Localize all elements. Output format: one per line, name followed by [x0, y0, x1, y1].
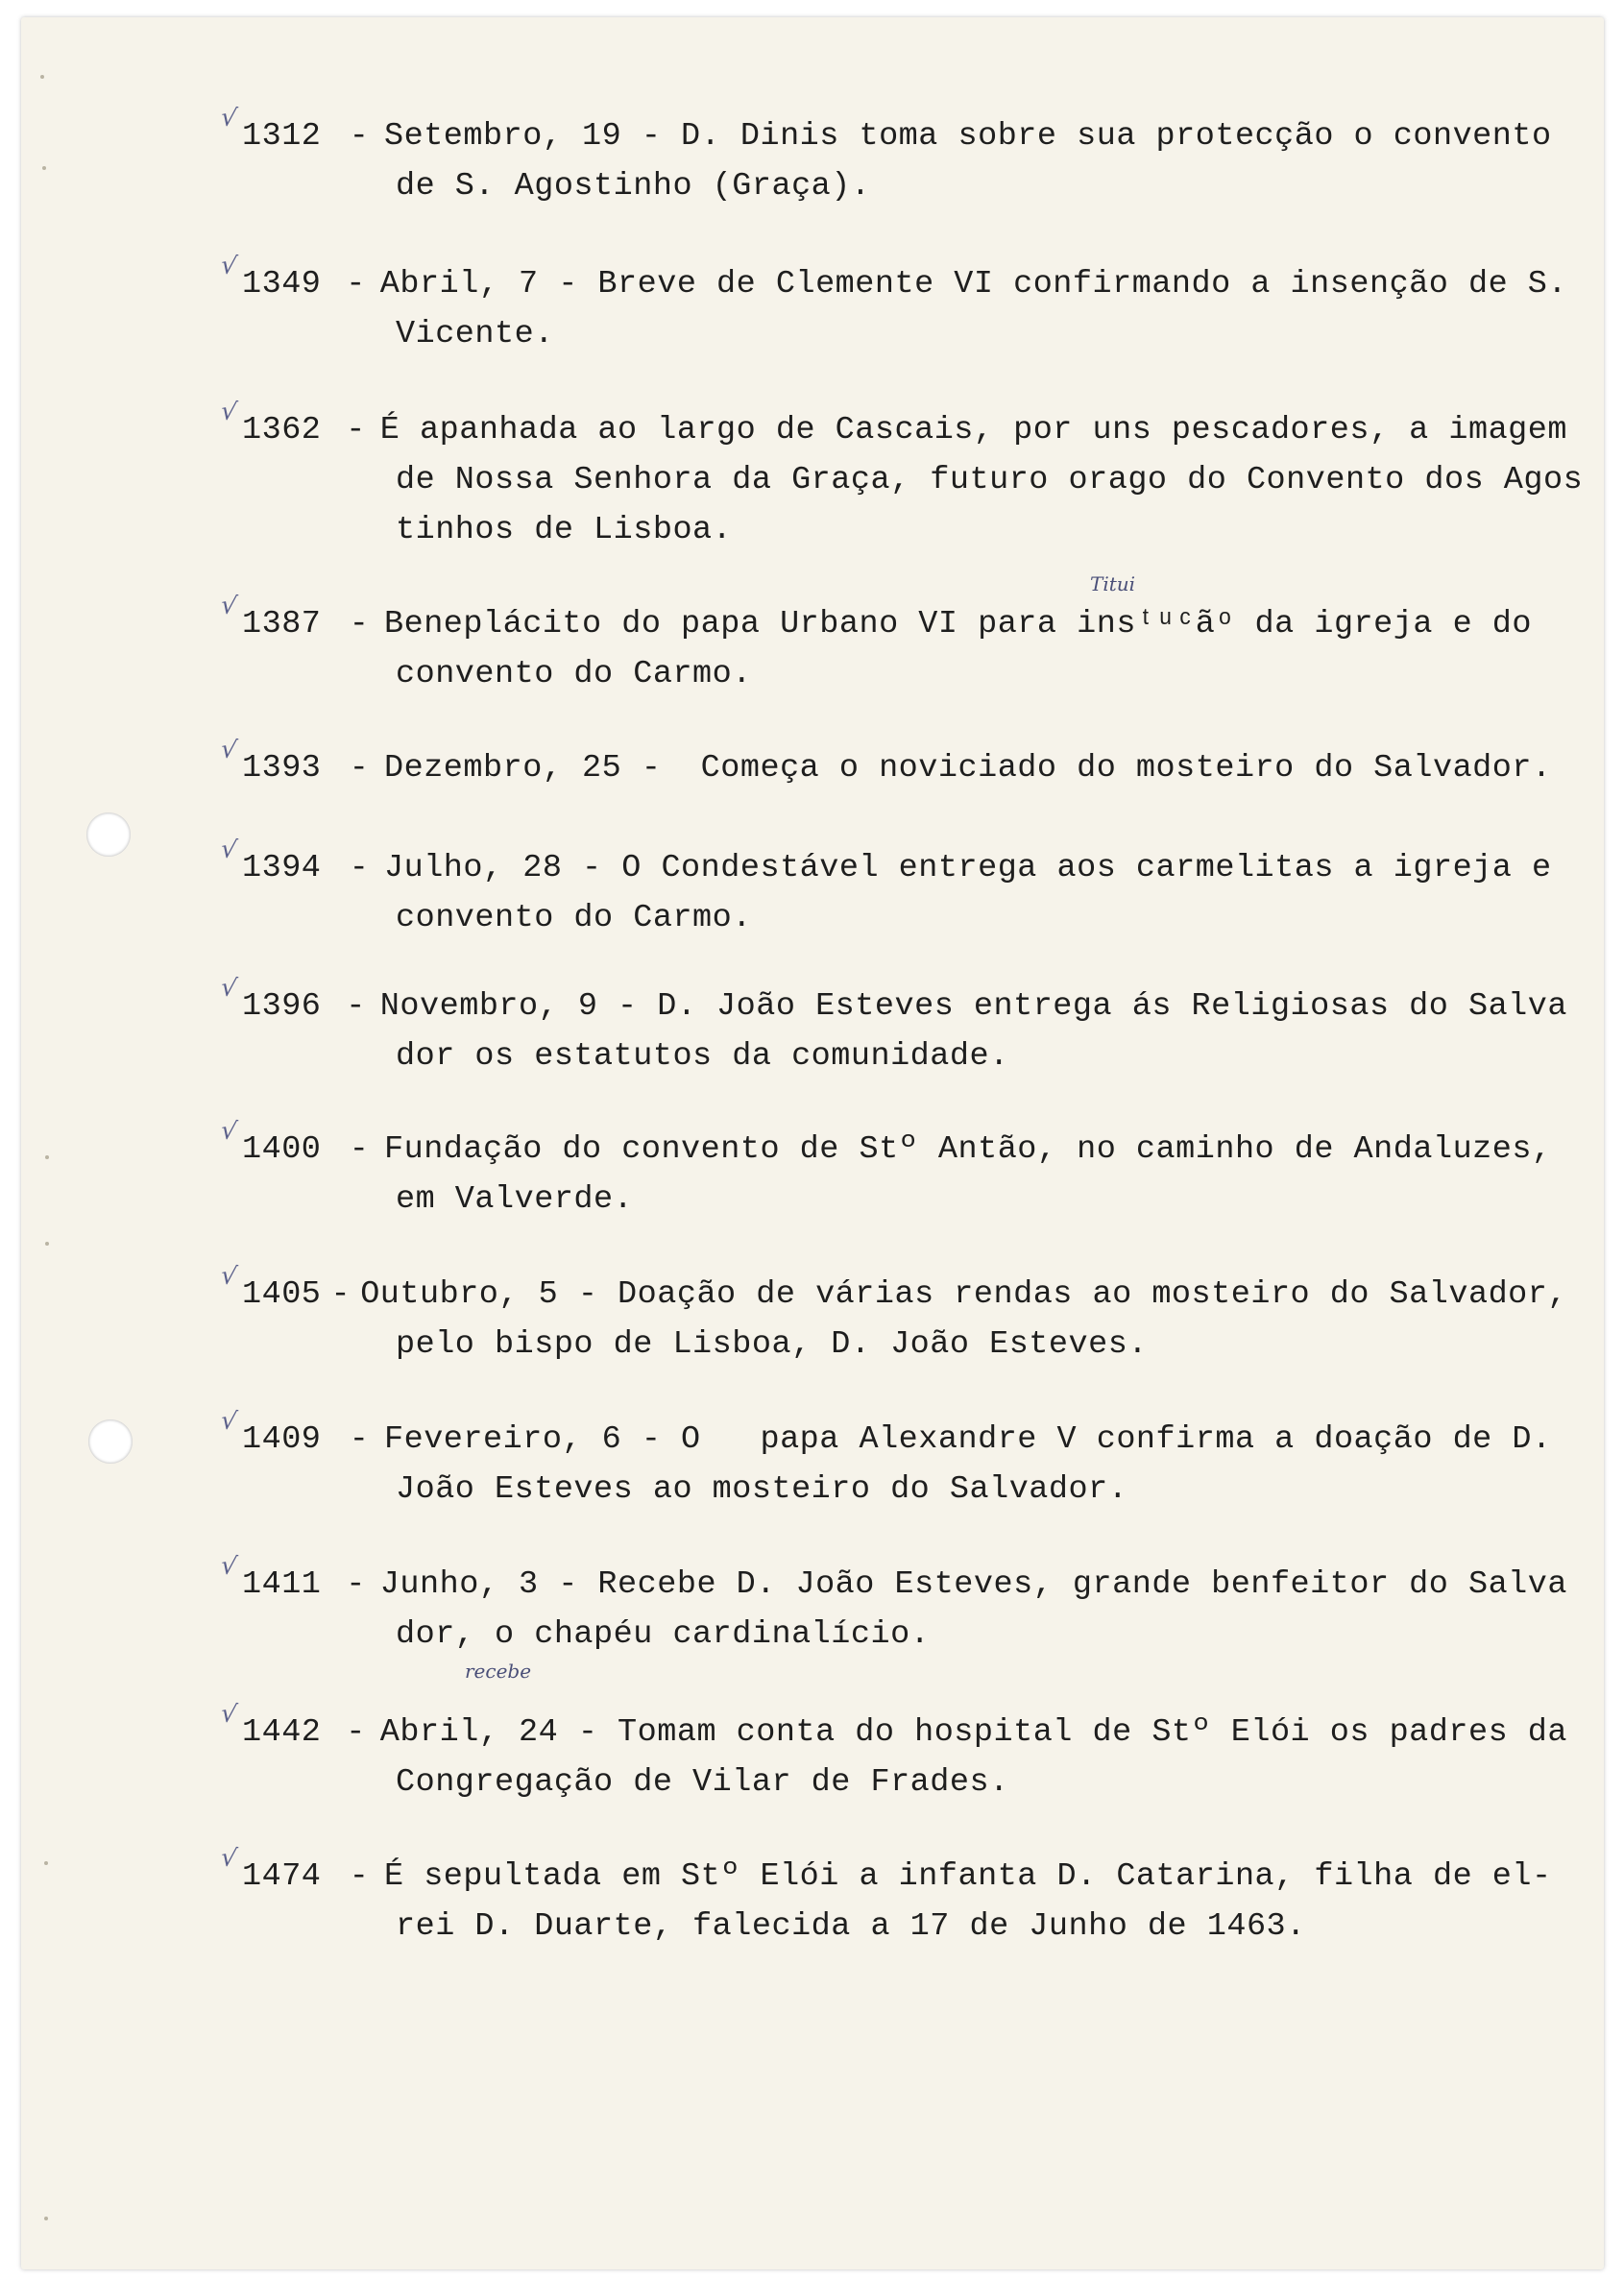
entry-continuation-line: Congregação de Vilar de Frades.: [396, 1764, 1009, 1801]
entry-continuation-line: rei D. Duarte, falecida a 17 de Junho de 1463.: [396, 1908, 1306, 1945]
entry-year: 1312: [242, 118, 322, 155]
entry-text: Fundação do convento de Stº Antão, no caminho de Andaluzes,: [384, 1131, 1552, 1168]
checkmark-icon: √: [218, 1260, 239, 1293]
entry-first-line: [242, 1415, 1567, 1465]
paper-speck: [45, 1242, 49, 1246]
checkmark-icon: √: [218, 1698, 239, 1731]
entry-text: Fevereiro, 6 - O papa Alexandre V confirma a doação de D.: [384, 1421, 1552, 1458]
entry-continuation-line: de Nossa Senhora da Graça, futuro orago do Convento dos Agos: [396, 462, 1584, 498]
entry-separator: -: [349, 750, 370, 787]
entry-continuation-line: dor os estatutos da comunidade.: [396, 1038, 1009, 1075]
chronology-entry: [218, 1260, 1567, 1370]
entry-first-line: [242, 1270, 1567, 1320]
checkmark-icon: √: [218, 734, 239, 766]
chronology-entry: [218, 1405, 1567, 1515]
entry-separator: -: [349, 850, 370, 886]
entry-text: Outubro, 5 - Doação de várias rendas ao mosteiro do Salvador,: [360, 1276, 1567, 1313]
paper-speck: [45, 1155, 49, 1159]
entry-continuation-line: em Valverde.: [396, 1181, 634, 1218]
checkmark-icon: √: [218, 972, 239, 1005]
entry-separator: -: [346, 1566, 366, 1603]
checkmark-icon: √: [218, 102, 239, 134]
entry-year: 1394: [242, 850, 322, 886]
chronology-entry: [218, 972, 1567, 1081]
checkmark-icon: √: [218, 396, 239, 428]
entry-first-line: [242, 1560, 1567, 1610]
punch-hole-upper: [86, 812, 131, 857]
entry-first-line: [242, 259, 1567, 309]
paper-speck: [42, 166, 46, 170]
entry-text: Beneplácito do papa Urbano VI para insᵗᵘᶜãᵒ da igreja e do: [384, 606, 1532, 642]
entry-year: 1393: [242, 750, 322, 787]
entry-continuation-line: Vicente.: [396, 316, 554, 352]
chronology-entry: [218, 1115, 1567, 1224]
entry-continuation-line: de S. Agostinho (Graça).: [396, 168, 871, 205]
entry-text: Novembro, 9 - D. João Esteves entrega ás Religiosas do Salva: [379, 988, 1567, 1025]
entry-year: 1405: [242, 1276, 322, 1313]
entry-separator: -: [349, 1131, 370, 1168]
entry-text: Julho, 28 - O Condestável entrega aos carmelitas a igreja e: [384, 850, 1552, 886]
entry-text: É apanhada ao largo de Cascais, por uns pescadores, a imagem: [379, 412, 1567, 449]
handwritten-note-titui: Titui: [1090, 572, 1136, 595]
entry-first-line: [242, 405, 1567, 455]
entry-continuation-line: convento do Carmo.: [396, 900, 752, 936]
entry-continuation-line: dor, o chapéu cardinalício.: [396, 1616, 931, 1653]
entry-year: 1400: [242, 1131, 322, 1168]
chronology-entry: [218, 396, 1584, 555]
chronology-entry: [218, 102, 1567, 211]
paper-speck: [44, 1861, 48, 1865]
entry-year: 1411: [242, 1566, 322, 1603]
entry-first-line: [242, 1708, 1567, 1758]
chronology-entry: [218, 1698, 1567, 1807]
entry-text: Junho, 3 - Recebe D. João Esteves, grande benfeitor do Salva: [379, 1566, 1567, 1603]
entry-text: Abril, 24 - Tomam conta do hospital de Stº Elói os padres da: [379, 1714, 1567, 1751]
entry-first-line: [242, 1125, 1567, 1175]
entry-text: Abril, 7 - Breve de Clemente VI confirmando a insenção de S.: [379, 266, 1567, 303]
entry-first-line: [242, 599, 1567, 649]
entry-continuation-line: João Esteves ao mosteiro do Salvador.: [396, 1471, 1128, 1508]
entry-year: 1474: [242, 1858, 322, 1895]
chronology-entry: [218, 590, 1567, 699]
checkmark-icon: √: [218, 1550, 239, 1583]
chronology-entry: [218, 834, 1567, 943]
entry-first-line: [242, 843, 1567, 893]
chronology-entry: [218, 734, 1567, 793]
entry-first-line: [242, 982, 1567, 1031]
entry-first-line: [242, 1852, 1567, 1902]
entry-year: 1442: [242, 1714, 322, 1751]
checkmark-icon: √: [218, 1405, 239, 1438]
paper-speck: [44, 2217, 48, 2220]
entry-separator: -: [330, 1276, 351, 1313]
entry-text: Dezembro, 25 - Começa o noviciado do mosteiro do Salvador.: [384, 750, 1552, 787]
entry-year: 1387: [242, 606, 322, 642]
entry-separator: -: [346, 266, 366, 303]
entry-text: É sepultada em Stº Elói a infanta D. Catarina, filha de el-: [384, 1858, 1552, 1895]
entry-separator: -: [349, 118, 370, 155]
entry-first-line: [242, 111, 1567, 161]
handwritten-note-recebe: recebe: [465, 1660, 532, 1683]
checkmark-icon: √: [218, 250, 239, 282]
entry-separator: -: [346, 412, 366, 449]
chronology-entry: [218, 1842, 1567, 1952]
entry-separator: -: [346, 1714, 366, 1751]
entry-continuation-line: pelo bispo de Lisboa, D. João Esteves.: [396, 1326, 1148, 1363]
entry-separator: -: [349, 1858, 370, 1895]
paper-speck: [40, 75, 44, 79]
entry-text: Setembro, 19 - D. Dinis toma sobre sua protecção o convento: [384, 118, 1552, 155]
checkmark-icon: √: [218, 834, 239, 866]
checkmark-icon: √: [218, 590, 239, 622]
chronology-entry: [218, 1550, 1567, 1660]
checkmark-icon: √: [218, 1842, 239, 1875]
entry-year: 1349: [242, 266, 322, 303]
punch-hole-lower: [88, 1419, 133, 1464]
checkmark-icon: √: [218, 1115, 239, 1148]
entry-year: 1409: [242, 1421, 322, 1458]
document-page: [21, 17, 1604, 2269]
entry-year: 1362: [242, 412, 322, 449]
entry-separator: -: [346, 988, 366, 1025]
chronology-entry: [218, 250, 1567, 359]
entry-continuation-line: convento do Carmo.: [396, 656, 752, 692]
entry-year: 1396: [242, 988, 322, 1025]
entry-separator: -: [349, 1421, 370, 1458]
entry-first-line: [242, 743, 1567, 793]
entry-continuation-line: tinhos de Lisboa.: [396, 512, 733, 548]
entry-separator: -: [349, 606, 370, 642]
